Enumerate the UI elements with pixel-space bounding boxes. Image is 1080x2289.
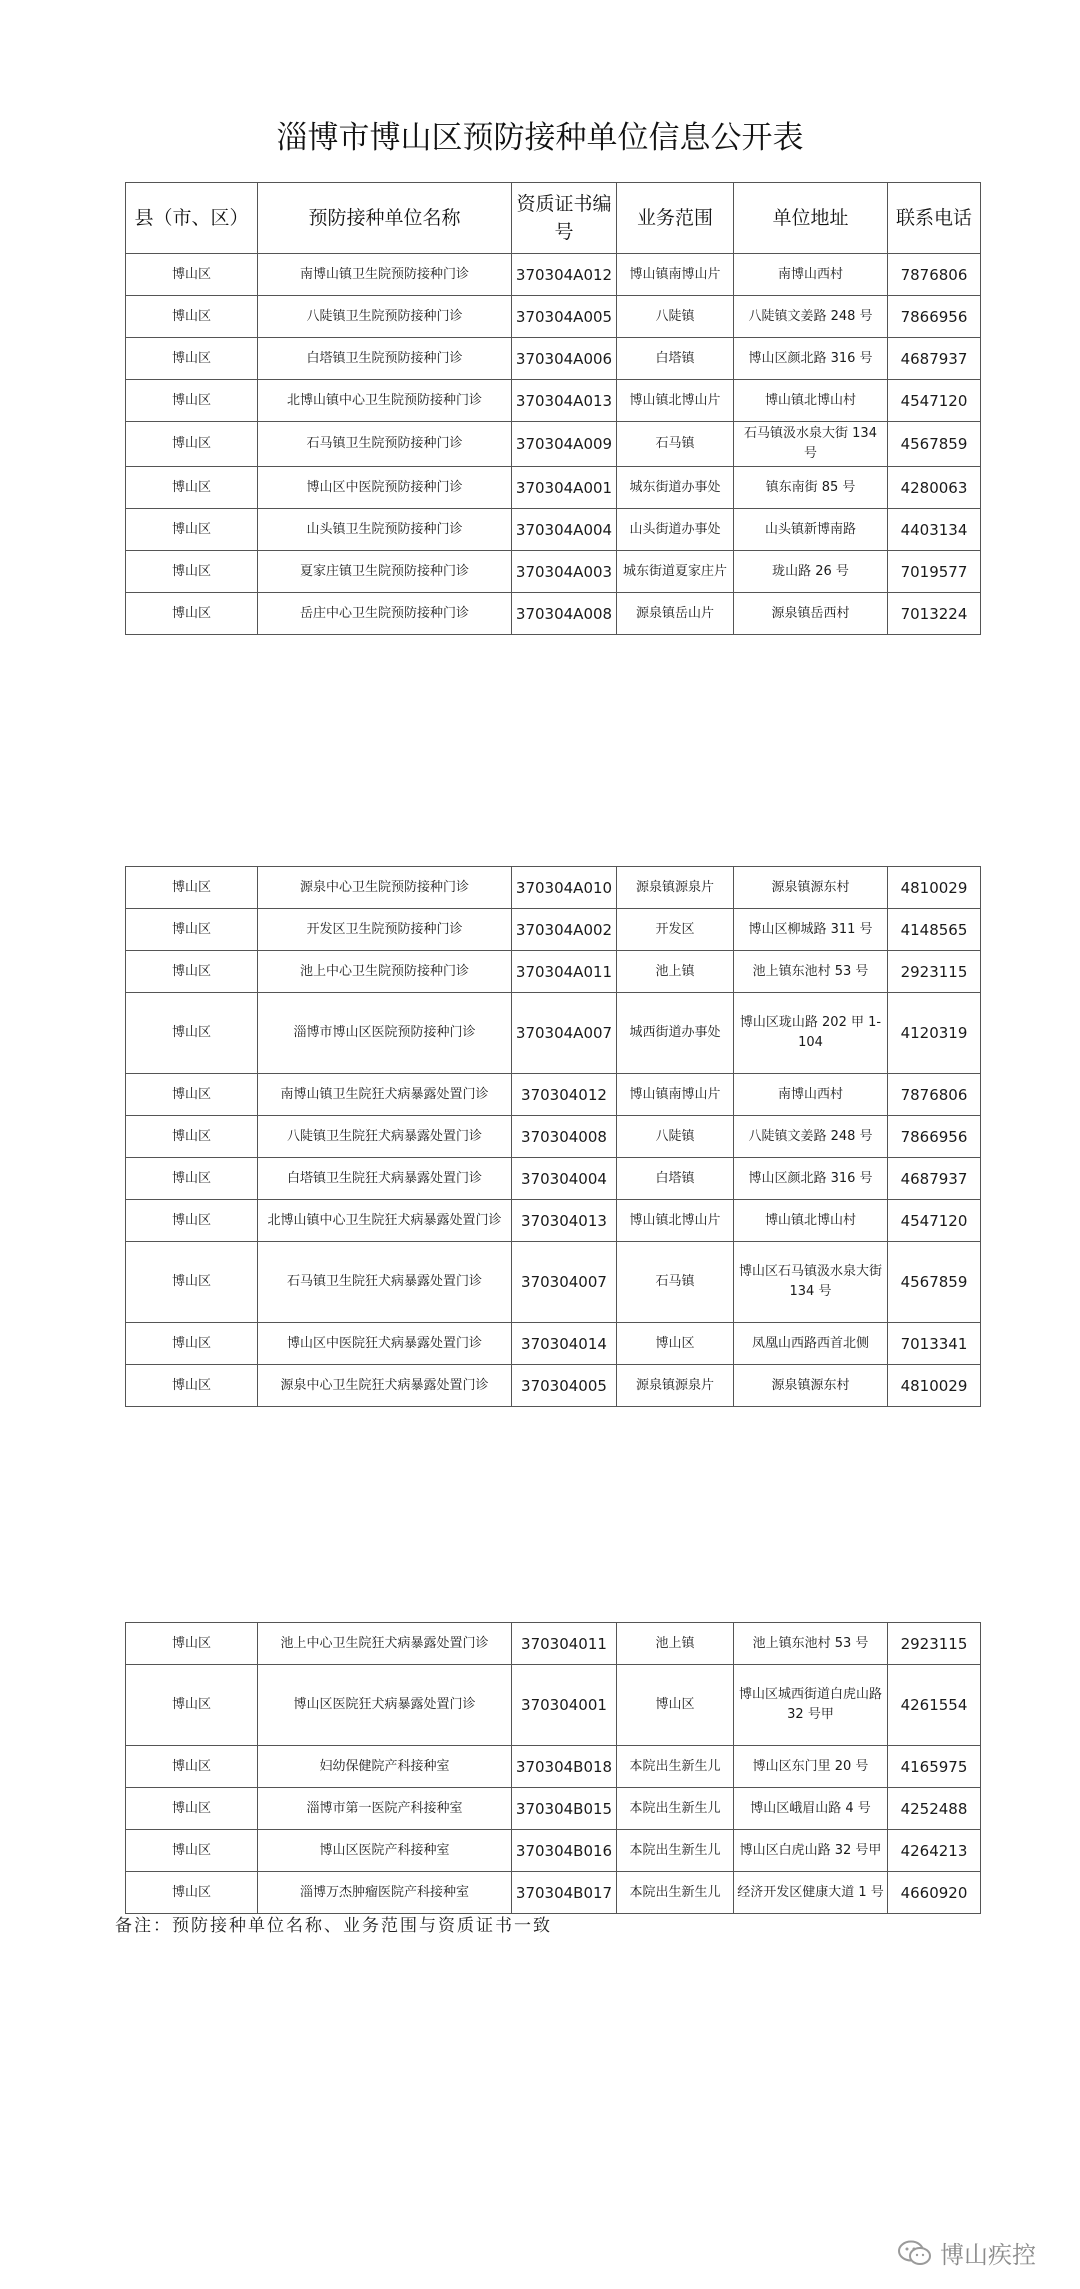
cell-unit-name: 南博山镇卫生院狂犬病暴露处置门诊 [258,1074,512,1116]
cell-business-scope: 博山镇南博山片 [617,1074,734,1116]
cell-county: 博山区 [126,380,258,422]
cell-business-scope: 博山区 [617,1665,734,1746]
cell-cert-number: 370304A006 [512,338,617,380]
watermark [898,2235,1036,2270]
cell-county: 博山区 [126,1872,258,1914]
cell-unit-name: 开发区卫生院预防接种门诊 [258,909,512,951]
cell-county: 博山区 [126,1623,258,1665]
cell-cert-number: 370304014 [512,1323,617,1365]
cell-phone: 4165975 [888,1746,981,1788]
cell-phone: 7866956 [888,296,981,338]
cell-county: 博山区 [126,1665,258,1746]
cell-phone: 4264213 [888,1830,981,1872]
header-address: 单位地址 [734,183,888,254]
cell-cert-number: 370304012 [512,1074,617,1116]
cell-unit-name: 淄博市博山区医院预防接种门诊 [258,993,512,1074]
cell-cert-number: 370304A002 [512,909,617,951]
cell-cert-number: 370304A011 [512,951,617,993]
table-row [126,1242,981,1323]
cell-address: 源泉镇源东村 [734,867,888,909]
cell-phone: 4120319 [888,993,981,1074]
cell-address: 珑山路 26 号 [734,551,888,593]
cell-address: 南博山西村 [734,254,888,296]
cell-business-scope: 源泉镇源泉片 [617,867,734,909]
cell-cert-number: 370304008 [512,1116,617,1158]
table-row [126,1158,981,1200]
cell-unit-name: 池上中心卫生院预防接种门诊 [258,951,512,993]
table-row [126,551,981,593]
cell-cert-number: 370304A008 [512,593,617,635]
cell-address: 山头镇新博南路 [734,509,888,551]
cell-unit-name: 淄博万杰肿瘤医院产科接种室 [258,1872,512,1914]
wechat-icon [898,2240,932,2266]
cell-business-scope: 石马镇 [617,422,734,467]
cell-county: 博山区 [126,1365,258,1407]
cell-address: 八陡镇文姜路 248 号 [734,296,888,338]
cell-cert-number: 370304A013 [512,380,617,422]
info-table-part-1 [125,182,981,635]
table-row [126,254,981,296]
table-row [126,1623,981,1665]
cell-county: 博山区 [126,1830,258,1872]
cell-cert-number: 370304011 [512,1623,617,1665]
cell-phone: 4403134 [888,509,981,551]
cell-phone: 4810029 [888,1365,981,1407]
table-header-row [126,183,981,254]
cell-address: 南博山西村 [734,1074,888,1116]
table-row [126,422,981,467]
table-row [126,1200,981,1242]
cell-unit-name: 博山区中医院预防接种门诊 [258,467,512,509]
cell-county: 博山区 [126,338,258,380]
cell-cert-number: 370304A009 [512,422,617,467]
info-table-part-3 [125,1622,981,1914]
cell-unit-name: 白塔镇卫生院预防接种门诊 [258,338,512,380]
cell-address: 镇东南街 85 号 [734,467,888,509]
cell-business-scope: 开发区 [617,909,734,951]
cell-business-scope: 白塔镇 [617,1158,734,1200]
cell-phone: 7013341 [888,1323,981,1365]
table-row [126,1830,981,1872]
cell-address: 博山镇北博山村 [734,380,888,422]
cell-address: 博山区石马镇汲水泉大街 134 号 [734,1242,888,1323]
cell-phone: 7876806 [888,254,981,296]
cell-business-scope: 城西街道办事处 [617,993,734,1074]
cell-phone: 2923115 [888,951,981,993]
cell-unit-name: 夏家庄镇卫生院预防接种门诊 [258,551,512,593]
cell-business-scope: 八陡镇 [617,296,734,338]
cell-phone: 7019577 [888,551,981,593]
cell-phone: 4148565 [888,909,981,951]
cell-business-scope: 八陡镇 [617,1116,734,1158]
cell-unit-name: 源泉中心卫生院预防接种门诊 [258,867,512,909]
table-row [126,909,981,951]
cell-phone: 4261554 [888,1665,981,1746]
cell-county: 博山区 [126,509,258,551]
cell-business-scope: 石马镇 [617,1242,734,1323]
cell-cert-number: 370304007 [512,1242,617,1323]
cell-county: 博山区 [126,1323,258,1365]
cell-business-scope: 本院出生新生儿 [617,1830,734,1872]
cell-cert-number: 370304013 [512,1200,617,1242]
cell-unit-name: 淄博市第一医院产科接种室 [258,1788,512,1830]
cell-unit-name: 博山区医院产科接种室 [258,1830,512,1872]
cell-county: 博山区 [126,909,258,951]
cell-unit-name: 北博山镇中心卫生院狂犬病暴露处置门诊 [258,1200,512,1242]
table-row [126,1074,981,1116]
cell-business-scope: 城东街道夏家庄片 [617,551,734,593]
header-county: 县（市、区） [126,183,258,254]
cell-cert-number: 370304B018 [512,1746,617,1788]
cell-business-scope: 城东街道办事处 [617,467,734,509]
cell-address: 经济开发区健康大道 1 号 [734,1872,888,1914]
cell-cert-number: 370304A010 [512,867,617,909]
cell-address: 博山区颜北路 316 号 [734,338,888,380]
cell-county: 博山区 [126,551,258,593]
cell-address: 博山区城西街道白虎山路 32 号甲 [734,1665,888,1746]
cell-county: 博山区 [126,1200,258,1242]
cell-county: 博山区 [126,1158,258,1200]
cell-unit-name: 博山区中医院狂犬病暴露处置门诊 [258,1323,512,1365]
cell-county: 博山区 [126,1242,258,1323]
cell-county: 博山区 [126,1788,258,1830]
table-row [126,296,981,338]
cell-address: 博山区东门里 20 号 [734,1746,888,1788]
cell-business-scope: 博山镇南博山片 [617,254,734,296]
cell-phone: 4252488 [888,1788,981,1830]
cell-address: 凤凰山西路西首北侧 [734,1323,888,1365]
cell-cert-number: 370304A005 [512,296,617,338]
cell-phone: 4547120 [888,380,981,422]
cell-phone: 7866956 [888,1116,981,1158]
footnote: 备注：预防接种单位名称、业务范围与资质证书一致 [115,1916,552,1936]
cell-county: 博山区 [126,254,258,296]
cell-business-scope: 博山镇北博山片 [617,1200,734,1242]
cell-address: 博山区颜北路 316 号 [734,1158,888,1200]
info-table-part-2 [125,866,981,1407]
cell-cert-number: 370304A004 [512,509,617,551]
table-row [126,1323,981,1365]
cell-cert-number: 370304A001 [512,467,617,509]
table-row [126,1788,981,1830]
cell-business-scope: 源泉镇源泉片 [617,1365,734,1407]
header-cert-number: 资质证书编号 [512,183,617,254]
table-row [126,993,981,1074]
cell-cert-number: 370304A012 [512,254,617,296]
cell-address: 博山镇北博山村 [734,1200,888,1242]
cell-business-scope: 池上镇 [617,1623,734,1665]
cell-business-scope: 博山镇北博山片 [617,380,734,422]
cell-cert-number: 370304B016 [512,1830,617,1872]
cell-county: 博山区 [126,1116,258,1158]
table-row [126,338,981,380]
cell-phone: 4547120 [888,1200,981,1242]
cell-address: 八陡镇文姜路 248 号 [734,1116,888,1158]
cell-cert-number: 370304005 [512,1365,617,1407]
cell-business-scope: 本院出生新生儿 [617,1872,734,1914]
cell-unit-name: 石马镇卫生院狂犬病暴露处置门诊 [258,1242,512,1323]
cell-unit-name: 石马镇卫生院预防接种门诊 [258,422,512,467]
cell-business-scope: 山头街道办事处 [617,509,734,551]
cell-unit-name: 白塔镇卫生院狂犬病暴露处置门诊 [258,1158,512,1200]
table-row [126,1116,981,1158]
cell-phone: 4280063 [888,467,981,509]
table-row [126,1665,981,1746]
cell-phone: 7876806 [888,1074,981,1116]
cell-unit-name: 源泉中心卫生院狂犬病暴露处置门诊 [258,1365,512,1407]
cell-unit-name: 北博山镇中心卫生院预防接种门诊 [258,380,512,422]
watermark-text: 博山疾控 [940,2241,1036,2269]
cell-unit-name: 岳庄中心卫生院预防接种门诊 [258,593,512,635]
table-row [126,509,981,551]
cell-county: 博山区 [126,951,258,993]
cell-county: 博山区 [126,1074,258,1116]
cell-county: 博山区 [126,1746,258,1788]
table-row [126,593,981,635]
cell-county: 博山区 [126,296,258,338]
cell-business-scope: 博山区 [617,1323,734,1365]
cell-cert-number: 370304B015 [512,1788,617,1830]
cell-unit-name: 池上中心卫生院狂犬病暴露处置门诊 [258,1623,512,1665]
cell-phone: 2923115 [888,1623,981,1665]
cell-phone: 4810029 [888,867,981,909]
cell-unit-name: 山头镇卫生院预防接种门诊 [258,509,512,551]
header-phone: 联系电话 [888,183,981,254]
table-row [126,1872,981,1914]
cell-cert-number: 370304004 [512,1158,617,1200]
cell-phone: 4687937 [888,338,981,380]
cell-address: 博山区白虎山路 32 号甲 [734,1830,888,1872]
cell-phone: 4567859 [888,1242,981,1323]
table-row [126,951,981,993]
header-business-scope: 业务范围 [617,183,734,254]
cell-address: 博山区柳城路 311 号 [734,909,888,951]
cell-address: 博山区珑山路 202 甲 1-104 [734,993,888,1074]
cell-cert-number: 370304001 [512,1665,617,1746]
cell-address: 博山区峨眉山路 4 号 [734,1788,888,1830]
cell-county: 博山区 [126,422,258,467]
cell-phone: 4567859 [888,422,981,467]
cell-cert-number: 370304A007 [512,993,617,1074]
cell-cert-number: 370304B017 [512,1872,617,1914]
cell-address: 池上镇东池村 53 号 [734,1623,888,1665]
cell-business-scope: 池上镇 [617,951,734,993]
cell-unit-name: 八陡镇卫生院预防接种门诊 [258,296,512,338]
cell-phone: 4660920 [888,1872,981,1914]
cell-unit-name: 南博山镇卫生院预防接种门诊 [258,254,512,296]
cell-business-scope: 本院出生新生儿 [617,1746,734,1788]
table-row [126,1365,981,1407]
page-title: 淄博市博山区预防接种单位信息公开表 [276,120,804,156]
cell-unit-name: 八陡镇卫生院狂犬病暴露处置门诊 [258,1116,512,1158]
cell-business-scope: 本院出生新生儿 [617,1788,734,1830]
cell-address: 池上镇东池村 53 号 [734,951,888,993]
cell-address: 源泉镇岳西村 [734,593,888,635]
cell-unit-name: 妇幼保健院产科接种室 [258,1746,512,1788]
cell-county: 博山区 [126,993,258,1074]
cell-business-scope: 白塔镇 [617,338,734,380]
table-row [126,1746,981,1788]
cell-address: 石马镇汲水泉大街 134 号 [734,422,888,467]
cell-unit-name: 博山区医院狂犬病暴露处置门诊 [258,1665,512,1746]
table-row [126,867,981,909]
cell-address: 源泉镇源东村 [734,1365,888,1407]
cell-cert-number: 370304A003 [512,551,617,593]
cell-county: 博山区 [126,593,258,635]
table-row [126,467,981,509]
cell-county: 博山区 [126,867,258,909]
cell-phone: 4687937 [888,1158,981,1200]
cell-business-scope: 源泉镇岳山片 [617,593,734,635]
cell-county: 博山区 [126,467,258,509]
table-row [126,380,981,422]
header-unit-name: 预防接种单位名称 [258,183,512,254]
cell-phone: 7013224 [888,593,981,635]
